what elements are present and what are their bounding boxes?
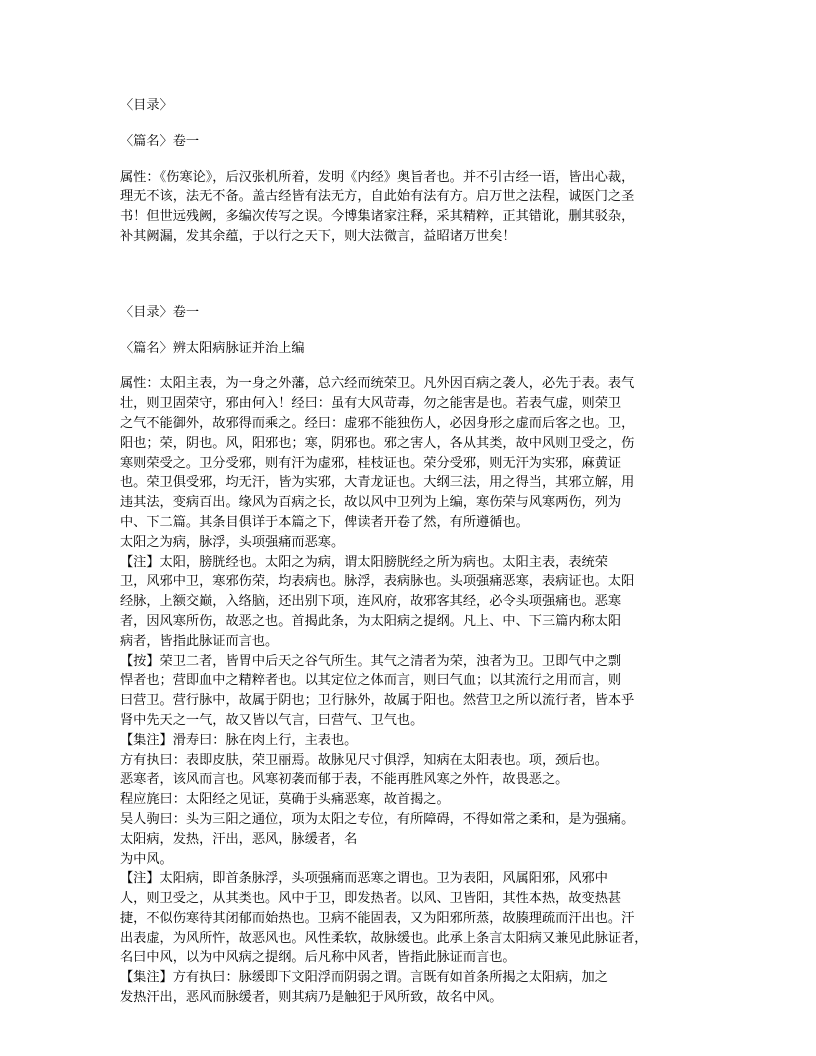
text-line: 捷，不似伤寒待其闭郁而始热也。卫病不能固表，又为阳邪所蒸，故腠理疏而汗出也。汗 (120, 910, 635, 926)
text-line: 太阳之为病，脉浮，头项强痛而恶寒。 (120, 534, 345, 550)
text-line: 吴人驹曰：头为三阳之通位，项为太阳之专位，有所障碍，不得如常之柔和，是为强痛。 (120, 811, 635, 827)
text-line: 属性：太阳主表，为一身之外藩，总六经而统荣卫。凡外因百病之袭人，必先于表。表气 (120, 376, 635, 392)
text-line: 方有执曰：表即皮肤，荣卫丽焉。故脉见尺寸俱浮，知病在太阳表也。项，颈后也。 (120, 752, 608, 768)
text-line: 也。荣卫俱受邪，均无汗，皆为实邪，大青龙证也。大纲三法，用之得当，其邪立解，用 (120, 475, 635, 491)
text-line: 违其法，变病百出。缘风为百病之长，故以风中卫列为上编，寒伤荣与风寒两伤，列为 (120, 495, 622, 511)
text-line: 卫，风邪中卫，寒邪伤荣，均表病也。脉浮，表病脉也。头项强痛恶寒，表病证也。太阳 (120, 574, 635, 590)
text-line: 寒则荣受之。卫分受邪，则有汗为虚邪，桂枝证也。荣分受邪，则无汗为实邪，麻黄证 (120, 455, 622, 471)
text-line: 补其阙漏，发其余蕴，于以行之天下，则大法微言，益昭诸万世矣！ (120, 228, 516, 244)
text-line: 太阳病，发热，汗出，恶风，脉缓者，名 (120, 831, 358, 847)
text-line: 【按】荣卫二者，皆胃中后天之谷气所生。其气之清者为荣，浊者为卫。卫即气中之剽 (120, 653, 622, 669)
chapter-heading: 〈篇名〉辨太阳病脉证并治上编 (120, 340, 305, 356)
attribute-paragraph (120, 168, 700, 247)
text-line: 之气不能御外，故邪得而乘之。经曰：虚邪不能独伤人，必因身形之虚而后客之也。卫， (120, 415, 635, 431)
text-line: 发热汗出，恶风而脉缓者，则其病乃是触犯于风所致，故名中风。 (120, 990, 503, 1006)
text-line: 曰营卫。营行脉中，故属于阴也；卫行脉外，故属于阳也。然营卫之所以流行者，皆本乎 (120, 693, 635, 709)
text-line: 【集注】滑寿曰：脉在肉上行，主表也。 (120, 732, 358, 748)
text-line: 理无不该，法无不备。盖古经皆有法无方，自此始有法有方。启万世之法程，诚医门之圣 (120, 189, 635, 205)
toc-heading: 〈目录〉卷一 (120, 304, 200, 320)
text-line: 悍者也；营即血中之精粹者也。以其定位之体而言，则曰气血；以其流行之用而言，则 (120, 673, 622, 689)
document-page (120, 96, 700, 1008)
text-line: 属性：《伤寒论》，后汉张机所着，发明《内经》奥旨者也。并不引古经一语，皆出心裁， (120, 169, 635, 185)
text-line: 经脉，上额交巅，入络脑，还出别下项，连风府，故邪客其经，必令头项强痛也。恶寒 (120, 594, 622, 610)
text-line: 人，则卫受之，从其类也。风中于卫，即发热者。以风、卫皆阳，其性本热，故变热甚 (120, 891, 622, 907)
text-line: 者，因风寒所伤，故恶之也。首揭此条，为太阳病之提纲。凡上、中、下三篇内称太阳 (120, 613, 622, 629)
text-line: 阳也；荣，阴也。风，阳邪也；寒，阴邪也。邪之害人，各从其类，故中风则卫受之，伤 (120, 435, 635, 451)
text-line: 【注】太阳，膀胱经也。太阳之为病，谓太阳膀胱经之所为病也。太阳主表，表统荣 (120, 554, 608, 570)
text-line: 肾中先天之一气，故又皆以气言，曰营气、卫气也。 (120, 712, 424, 728)
text-line: 【集注】方有执曰：脉缓即下文阳浮而阴弱之谓。言既有如首条所揭之太阳病，加之 (120, 970, 608, 986)
text-line: 出表虚，为风所忤，故恶风也。风性柔软，故脉缓也。此承上条言太阳病又兼见此脉证者， (120, 930, 648, 946)
text-line: 为中风。 (120, 851, 173, 867)
text-line: 名曰中风，以为中风病之提纲。后凡称中风者，皆指此脉证而言也。 (120, 950, 516, 966)
body-text (120, 374, 700, 1008)
text-line: 病者，皆指此脉证而言也。 (120, 633, 279, 649)
text-line: 恶寒者，该风而言也。风寒初袭而郁于表，不能再胜风寒之外忤，故畏恶之。 (120, 772, 569, 788)
text-line: 程应旄曰：太阳经之见证，莫确于头痛恶寒，故首揭之。 (120, 792, 450, 808)
text-line: 书！但世远残阙，多编次传写之误。今博集诸家注释，采其精粹，正其错讹，删其驳杂， (120, 209, 635, 225)
toc-heading: 〈目录〉 (120, 98, 173, 113)
text-line: 中、下二篇。其条目俱详于本篇之下，俾读者开卷了然，有所遵循也。 (120, 514, 529, 530)
text-line: 壮，则卫固荣守，邪由何入！经曰：虽有大风苛毒，勿之能害是也。若表气虚，则荣卫 (120, 396, 622, 412)
chapter-heading: 〈篇名〉卷一 (120, 133, 200, 149)
text-line: 【注】太阳病，即首条脉浮，头项强痛而恶寒之谓也。卫为表阳，风属阳邪，风邪中 (120, 871, 608, 887)
